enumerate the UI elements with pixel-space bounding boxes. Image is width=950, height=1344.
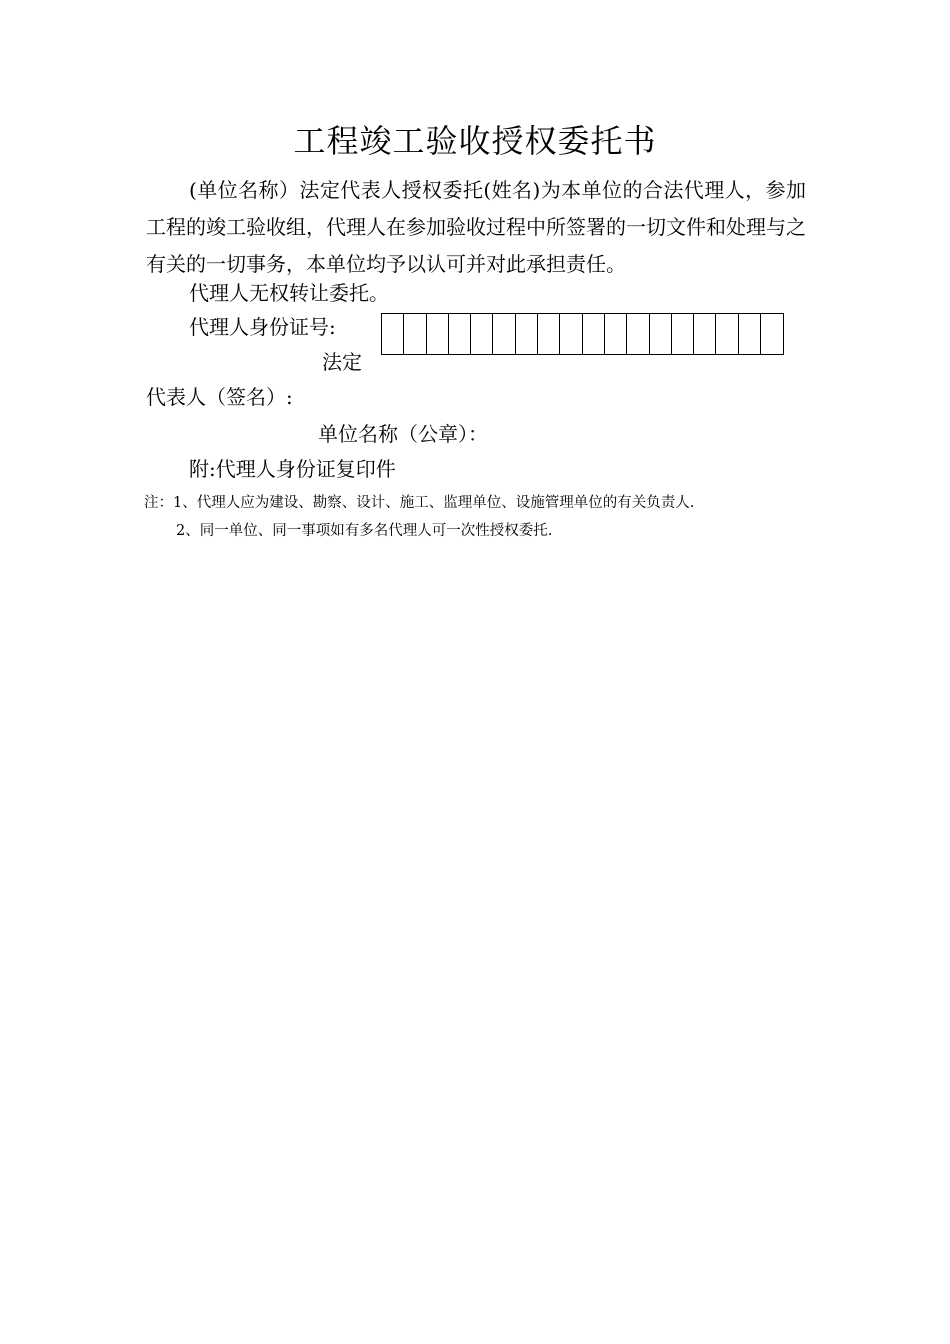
no-transfer-line: 代理人无权转让委托。 (189, 281, 389, 305)
id-digit-box[interactable] (382, 314, 404, 354)
id-digit-box[interactable] (493, 314, 515, 354)
id-number-boxes[interactable] (381, 313, 784, 355)
id-digit-box[interactable] (449, 314, 471, 354)
document-title: 工程竣工验收授权委托书 (293, 122, 657, 160)
id-digit-box[interactable] (471, 314, 493, 354)
authorization-paragraph: (单位名称）法定代表人授权委托(姓名)为本单位的合法代理人，参加工程的竣工验收组，代理人在参加验收过程中所签署的一切文件和处理与之有关的一切事务，本单位均予以认可并对此承担责任。 (146, 178, 806, 276)
id-digit-box[interactable] (716, 314, 738, 354)
note-1: 注：1、代理人应为建设、勘察、设计、施工、监理单位、设施管理单位的有关负责人. (144, 495, 695, 511)
id-digit-box[interactable] (694, 314, 716, 354)
id-digit-box[interactable] (739, 314, 761, 354)
id-digit-box[interactable] (538, 314, 560, 354)
legal-rep-signature-label: 代表人（签名）: (146, 385, 293, 409)
id-number-label: 代理人身份证号: (189, 315, 336, 339)
attachment-line: 附:代理人身份证复印件 (189, 457, 396, 481)
id-digit-box[interactable] (672, 314, 694, 354)
legal-rep-label-part1: 法定 (322, 350, 362, 374)
id-digit-box[interactable] (427, 314, 449, 354)
note-2: 2、同一单位、同一事项如有多名代理人可一次性授权委托. (176, 523, 553, 539)
id-digit-box[interactable] (560, 314, 582, 354)
id-digit-box[interactable] (627, 314, 649, 354)
id-digit-box[interactable] (761, 314, 783, 354)
id-digit-box[interactable] (583, 314, 605, 354)
id-digit-box[interactable] (516, 314, 538, 354)
unit-seal-label: 单位名称（公章）： (318, 422, 488, 446)
id-digit-box[interactable] (650, 314, 672, 354)
id-digit-box[interactable] (605, 314, 627, 354)
id-digit-box[interactable] (404, 314, 426, 354)
